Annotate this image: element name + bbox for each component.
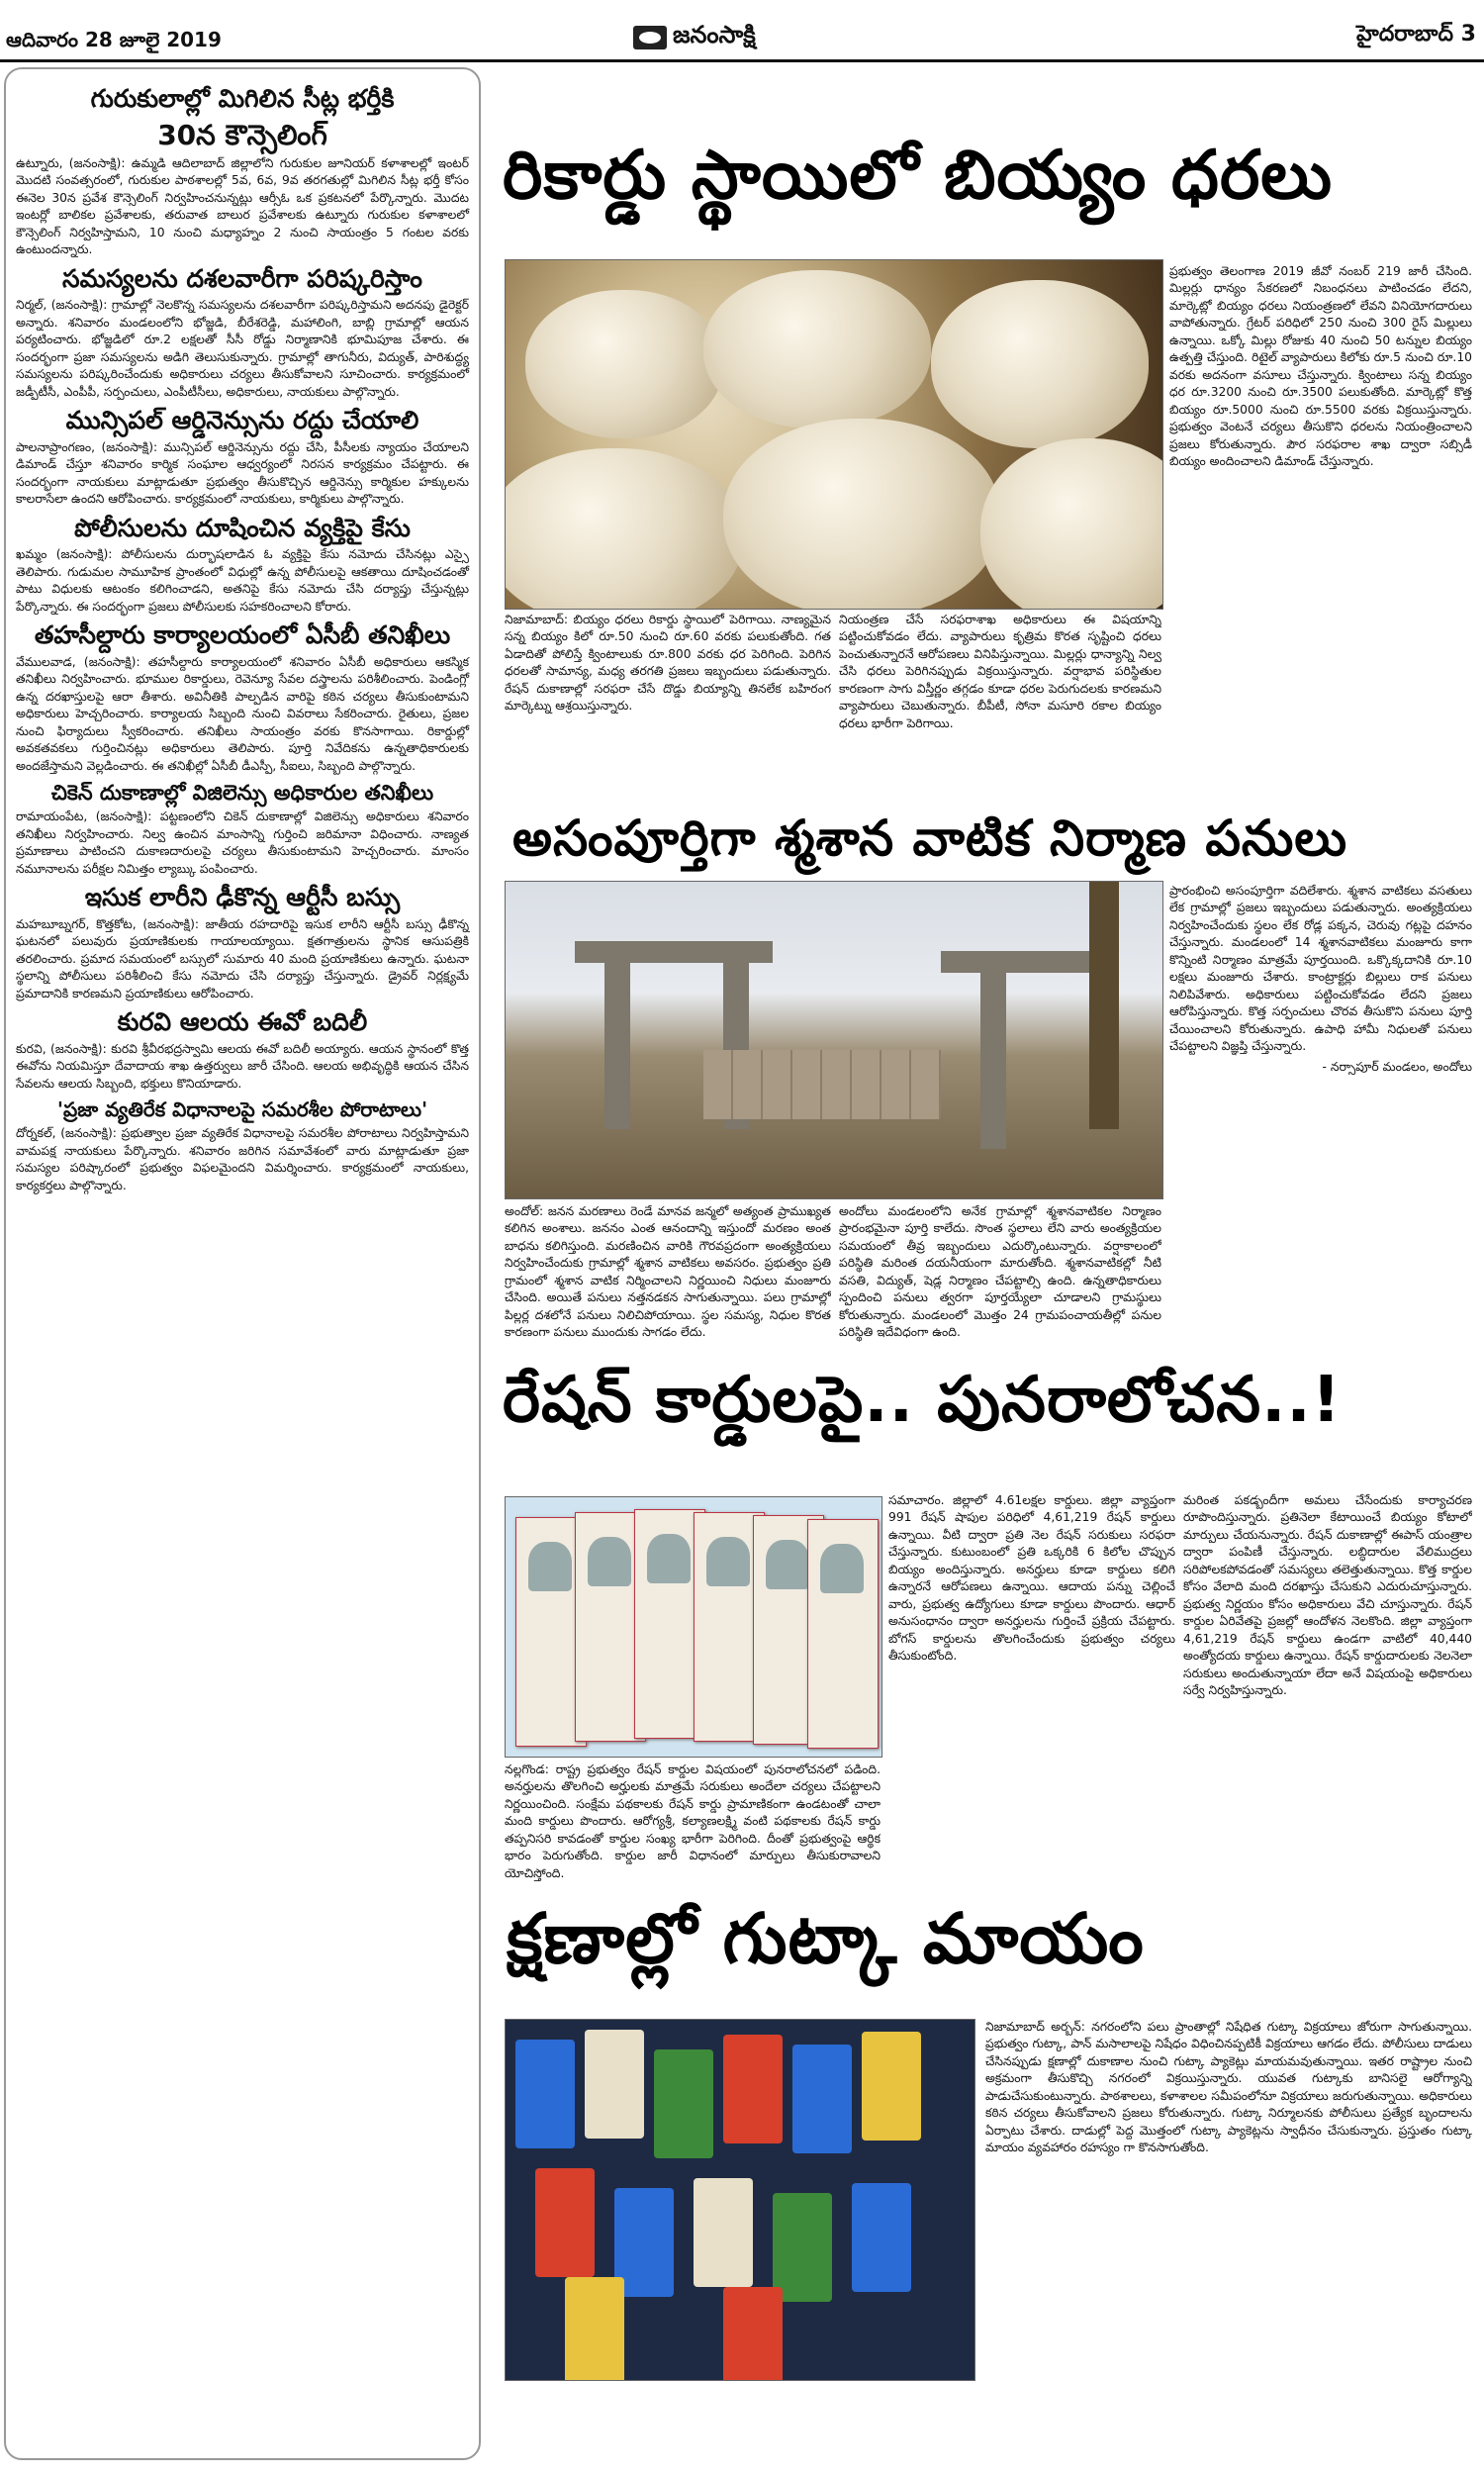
- ration-body-col1: సమాచారం. జిల్లాలో 4.61లక్షల కార్డులు. జిల్లా వ్యాప్తంగా 991 రేషన్ షాపుల పరిధిలో 4,61,219 రేషన్ కార్డులు ఉన్నాయి. వీటి ద్వారా ప్రతి నెల రేషన్ సరుకులు సరఫరా చేస్తున్నారు. కుటుంబంలో ప్రతి ఒక్కరికి 6 కిలోల చొప్పున బియ్యం అందిస్తున్నారు. అనర్హులు కూడా కార్డులు కలిగి ఉన్నారనే ఆరోపణలు ఉన్నాయి. ఆదాయ పన్ను చెల్లించే వారు, ప్రభుత్వ ఉద్యోగులు కూడా కార్డులు పొందారు. ఆధార్ అనుసంధానం ద్వారా అనర్హులను గుర్తించే ప్రక్రియ చేపట్టారు. బోగస్ కార్డులను తొలగించేందుకు ప్రభుత్వం చర్యలు తీసుకుంటోంది.: [888, 1493, 1175, 1664]
- news-title: కురవి ఆలయ ఈవో బదిలీ: [117, 1007, 368, 1037]
- crematorium-body-bottom2: అందోలు మండలంలోని అనేక గ్రామాల్లో శ్మశానవాటికల నిర్మాణం ప్రారంభమైనా పూర్తి కాలేదు. సొంత స్థలాలు లేని వారు అంత్యక్రియల సమయంలో తీవ్ర ఇబ్బందులు ఎదుర్కొంటున్నారు. వర్షాకాలంలో పరిస్థితి మరింత దయనీయంగా మారుతోంది. శ్మశానవాటికల్లో నీటి వసతి, విద్యుత్, షెడ్ల నిర్మాణం చేపట్టాల్సి ఉంది. ఉన్నతాధికారులు స్పందించి పనులు త్వరగా పూర్తయ్యేలా చూడాలని గ్రామస్థులు కోరుతున్నారు. మండలంలో మొత్తం 24 గ్రామపంచాయతీల్లో పనుల పరిస్థితి ఇదేవిధంగా ఉంది.: [839, 1204, 1161, 1340]
- news-title: 'ప్రజా వ్యతిరేక విధానాలపై సమరశీల పోరాటాలు': [56, 1097, 428, 1122]
- news-body: నిర్మల్, (జనంసాక్షి): గ్రామాల్లో నెలకొన్న సమస్యలను దశలవారీగా పరిష్కరిస్తామని అదనపు డైరెక్టర్ అన్నారు. శనివారం మండలంలోని భోజ్జడి, బీరేశరెడ్డి, మహాలింగి, బాబ్లి గ్రామాల్లో ఆయన పర్యటించారు. భోజ్జడిలో రూ.2 లక్షలతో సీసీ రోడ్డు నిర్మాణానికి భూమిపూజ చేశారు. ఈ సందర్భంగా ప్రజా సమస్యలను అడిగి తెలుసుకున్నారు. గ్రామాల్లో తాగునీరు, విద్యుత్, పారిశుద్ధ్య సమస్యలను పరిష్కరించేందుకు అధికారులు చర్యలు తీసుకోవాలని సూచించారు. కార్యక్రమంలో జడ్పీటీసీ, ఎంపీపీ, సర్పంచులు, ఎంపీటీసీలు, అధికారులు, నాయకులు పాల్గొన్నారు.: [16, 298, 469, 399]
- news-body: ఖమ్మం (జనంసాక్షి): పోలీసులను దుర్భాషలాడిన ఓ వ్యక్తిపై కేసు నమోదు చేసినట్లు ఎస్సై తెలిపారు. గుడుమల సామూహిక ప్రాంతంలో విధుల్లో ఉన్న పోలీసులపై ఆకతాయి దూషించడంతో పాటు విధులకు ఆటంకం కలిగించాడని, అతనిపై కేసు నమోదు చేసి దర్యాప్తు చేస్తున్నట్లు పేర్కొన్నారు. ఈ సందర్భంగా ప్రజలు పోలీసులకు సహకరించాలని కోరారు.: [16, 547, 469, 614]
- news-title: పోలీసులను దూషించిన వ్యక్తిపై కేసు: [74, 513, 411, 542]
- city-page-number: హైదరాబాద్ 3: [1356, 22, 1476, 47]
- news-body: పాలనాప్రాంగణం, (జనంసాక్షి): మున్సిపల్ ఆర్డినెన్సును రద్దు చేసి, పీసీలకు న్యాయం చేయాలని డిమాండ్ చేస్తూ శనివారం కార్మిక సంఘాల ఆధ్వర్యంలో నిరసన కార్యక్రమం చేపట్టారు. ఈ సందర్భంగా నాయకులు మాట్లాడుతూ ప్రభుత్వం తీసుకొచ్చిన ఆర్డినెన్సు కార్మికుల హక్కులను కాలరాసేలా ఉందని ఆరోపించారు. కార్యక్రమంలో నాయకులు, కార్మికులు పాల్గొన్నారు.: [16, 439, 469, 507]
- news-credit: - నర్సాపూర్ మండలం, అందోలు: [1322, 1059, 1472, 1074]
- rice-caption: నిజామాబాద్: బియ్యం ధరలు రికార్డు స్థాయిలో పెరిగాయి. నాణ్యమైన సన్న బియ్యం కిలో రూ.50 నుంచి రూ.60 వరకు పలుకుతోంది. గత ఏడాదితో పోలిస్తే క్వింటాలుకు రూ.800 వరకు ధర పెరిగింది. పెరిగిన ధరలతో సామాన్య, మధ్య తరగతి ప్రజలు ఇబ్బందులు పడుతున్నారు. రేషన్ దుకాణాల్లో సరఫరా చేసే దొడ్డు బియ్యాన్ని తినలేక బహిరంగ మార్కెట్ను ఆశ్రయిస్తున్నారు.: [505, 613, 831, 714]
- header-divider: [0, 59, 1484, 62]
- ration-body-bottom: నల్లగొండ: రాష్ట్ర ప్రభుత్వం రేషన్ కార్డుల విషయంలో పునరాలోచనలో పడింది. అనర్హులను తొలగించి అర్హులకు మాత్రమే సరుకులు అందేలా చర్యలు చేపట్టాలని నిర్ణయించింది. సంక్షేమ పథకాలకు రేషన్ కార్డు ప్రామాణికంగా ఉండటంతో చాలా మంది కార్డులు పొందారు. ఆరోగ్యశ్రీ, కల్యాణలక్ష్మి వంటి పథకాలకు రేషన్ కార్డు తప్పనిసరి కావడంతో కార్డుల సంఖ్య భారీగా పెరిగింది. దీంతో ప్రభుత్వంపై ఆర్థిక భారం పెరుగుతోంది. కార్డుల జారీ విధానంలో మార్పులు తీసుకురావాలని యోచిస్తోంది.: [505, 1762, 881, 1880]
- news-title: 30న కౌన్సెలింగ్: [157, 118, 327, 151]
- crematorium-photo: [505, 881, 1163, 1199]
- logo-text: జనంసాక్షి: [673, 21, 756, 48]
- left-news-column: [4, 67, 481, 2460]
- crematorium-headline: అసంపూర్తిగా శ్మశాన వాటిక నిర్మాణ పనులు: [512, 809, 1348, 867]
- ration-headline: రేషన్ కార్డులపై.. పునరాలోచన..!: [503, 1364, 1342, 1437]
- news-body: రామాయంపేట, (జనంసాక్షి): పట్టణంలోని చికెన్ దుకాణాల్లో విజిలెన్సు అధికారులు శనివారం తనిఖీలు నిర్వహించారు. నిల్వ ఉంచిన మాంసాన్ని గుర్తించి జరిమానా విధించారు. నాణ్యత ప్రమాణాలు పాటించని దుకాణదారులపై చర్యలు తీసుకుంటామని హెచ్చరించారు. మాంసం నమూనాలను పరీక్షల నిమిత్తం ల్యాబ్కు పంపించారు.: [16, 809, 469, 876]
- news-body: మహబూబ్నగర్, కొత్తకోట, (జనంసాక్షి): జాతీయ రహదారిపై ఇసుక లారీని ఆర్టీసీ బస్సు ఢీకొన్న ఘటనలో పలువురు ప్రయాణికులకు గాయాలయ్యాయి. క్షతగాత్రులను స్థానిక ఆసుపత్రికి తరలించారు. ప్రమాద సమయంలో బస్సులో సుమారు 40 మంది ప్రయాణికులు ఉన్నారు. ఘటనా స్థలాన్ని పోలీసులు పరిశీలించి కేసు నమోదు చేసి దర్యాప్తు చేస్తున్నారు. డ్రైవర్ నిర్లక్ష్యమే ప్రమాదానికి కారణమని ప్రయాణికులు ఆరోపించారు.: [16, 916, 469, 1000]
- gutka-packets-photo: [505, 2019, 975, 2381]
- news-title: తహసీల్దారు కార్యాలయంలో ఏసీబీ తనిఖీలు: [34, 620, 451, 650]
- news-body: దోర్నకల్, (జనంసాక్షి): ప్రభుత్వాల ప్రజా వ్యతిరేక విధానాలపై సమరశీల పోరాటాలు నిర్వహిస్తామని వామపక్ష నాయకులు పేర్కొన్నారు. శనివారం జరిగిన సమావేశంలో వారు మాట్లాడుతూ ప్రజా సమస్యల పరిష్కారంలో ప్రభుత్వం విఫలమైందని విమర్శించారు. కార్యక్రమంలో నాయకులు, కార్యకర్తలు పాల్గొన్నారు.: [16, 1126, 469, 1192]
- news-title: సమస్యలను దశలవారీగా పరిష్కరిస్తాం: [62, 263, 422, 293]
- news-title: మున్సిపల్ ఆర్డినెన్సును రద్దు చేయాలి: [65, 406, 419, 435]
- news-title: చికెన్ దుకాణాల్లో విజిలెన్సు అధికారుల తనిఖీలు: [50, 781, 434, 806]
- news-body: వేములవాడ, (జనంసాక్షి): తహసీల్దారు కార్యాలయంలో శనివారం ఏసీబీ అధికారులు ఆకస్మిక తనిఖీలు నిర్వహించారు. భూముల రికార్డులు, రెవెన్యూ సేవల దస్త్రాలను పరిశీలించారు. పెండింగ్లో ఉన్న దరఖాస్తులపై ఆరా తీశారు. అవినీతికి పాల్పడిన వారిపై కఠిన చర్యలు తీసుకుంటామని అధికారులు హెచ్చరించారు. కార్యాలయ సిబ్బంది నుంచి వివరాలు సేకరించారు. రైతులు, ప్రజల నుంచి ఫిర్యాదులు స్వీకరించారు. తనిఖీలు సాయంత్రం వరకు కొనసాగాయి. రికార్డుల్లో అవకతవకలు గుర్తించినట్లు అధికారులు తెలిపారు. పూర్తి నివేదికను ఉన్నతాధికారులకు అందజేస్తామని వెల్లడించారు. ఈ తనిఖీల్లో ఏసీబీ డీఎస్పీ, సీఐలు, సిబ్బంది పాల్గొన్నారు.: [16, 655, 469, 773]
- rice-body-right: ప్రభుత్వం తెలంగాణ 2019 జీవో నంబర్ 219 జారీ చేసింది. మిల్లర్లు ధాన్యం సేకరణలో నిబంధనలు పాటించడం లేదని, మార్కెట్లో బియ్యం ధరలు నియంత్రణలో లేవని వినియోగదారులు వాపోతున్నారు. గ్రేటర్ పరిధిలో 250 నుంచి 300 రైస్ మిల్లులు ఉన్నాయి. ఒక్కో మిల్లు రోజుకు 40 నుంచి 50 టన్నుల బియ్యం ఉత్పత్తి చేస్తుంది. రిటైల్ వ్యాపారులు కిలోకు రూ.5 నుంచి రూ.10 వరకు అదనంగా వసూలు చేస్తున్నారు. క్వింటాలు సన్న బియ్యం ధర రూ.3200 నుంచి రూ.3500 పలుకుతోంది. మార్కెట్లో కొత్త బియ్యం రూ.5000 నుంచి రూ.5500 వరకు విక్రయిస్తున్నారు. ప్రభుత్వం వెంటనే చర్యలు తీసుకొని ధరలను నియంత్రించాలని ప్రజలు కోరుతున్నారు. పౌర సరఫరాల శాఖ ద్వారా సబ్సిడీ బియ్యం అందించాలని డిమాండ్ చేస్తున్నారు.: [1169, 264, 1472, 468]
- crematorium-body-right: ప్రారంభించి అసంపూర్తిగా వదిలేశారు. శ్మశాన వాటికలు వసతులు లేక గ్రామాల్లో ప్రజలు ఇబ్బందులు పడుతున్నారు. అంత్యక్రియలు నిర్వహించేందుకు స్థలం లేక రోడ్ల పక్కన, చెరువు గట్లపై దహనం చేస్తున్నారు. మండలంలో 14 శ్మశానవాటికలు మంజూరు కాగా కొన్నింటి నిర్మాణం మాత్రమే పూర్తయింది. ఒక్కొక్కదానికి రూ.10 లక్షలు మంజూరు చేశారు. కాంట్రాక్టర్లు బిల్లులు రాక పనులు నిలిపివేశారు. అధికారులు పట్టించుకోవడం లేదని ప్రజలు ఆరోపిస్తున్నారు. కొత్త సర్పంచులు చొరవ తీసుకొని పనులు పూర్తి చేయించాలని కోరుతున్నారు. ఉపాధి హామీ నిధులతో పనులు చేపట్టాలని విజ్ఞప్తి చేస్తున్నారు. - నర్సాపూర్ మండలం, అందోలు: [1169, 883, 1472, 1348]
- news-body: ఉట్నూరు, (జనంసాక్షి): ఉమ్మడి ఆదిలాబాద్ జిల్లాలోని గురుకుల జూనియర్ కళాశాలల్లో ఇంటర్ మొదటి సంవత్సరంలో, గురుకుల పాఠశాలల్లో 5వ, 6వ, 9వ తరగతుల్లో మిగిలిన సీట్ల భర్తీ కోసం ఈనెల 30న ప్రవేశ కౌన్సెలింగ్ నిర్వహించనున్నట్లు ఆర్సీఓ ఒక ప్రకటనలో పేర్కొన్నారు. మొదట ఇంటర్లో బాలికల ప్రవేశాలకు, తరువాత బాలుర ప్రవేశాలకు ఉట్నూరు గురుకుల కళాశాలలో కౌన్సెలింగ్ నిర్వహిస్తామని, 10 నుంచి మధ్యాహ్నం 2 నుంచి సాయంత్రం 5 గంటల వరకు ఉంటుందన్నారు.: [16, 155, 469, 257]
- crematorium-body-bottom: అందోల్: జనన మరణాలు రెండే మానవ జన్మలో అత్యంత ప్రాముఖ్యత కలిగిన అంశాలు. జననం ఎంత ఆనందాన్ని ఇస్తుందో మరణం అంత బాధను కలిగిస్తుంది. మరణించిన వారికి గౌరవప్రదంగా అంత్యక్రియలు నిర్వహించేందుకు గ్రామాల్లో శ్మశాన వాటికలు అవసరం. ప్రభుత్వం ప్రతి గ్రామంలో శ్మశాన వాటిక నిర్మించాలని నిర్ణయించి నిధులు మంజూరు చేసింది. అయితే పనులు నత్తనడకన సాగుతున్నాయి. పలు గ్రామాల్లో పిల్లర్ల దశలోనే పనులు నిలిచిపోయాయి. స్థల సమస్య, నిధుల కొరత కారణంగా పనులు ముందుకు సాగడం లేదు.: [505, 1204, 831, 1340]
- gutka-headline: క్షణాల్లో గుట్కా మాయం: [507, 1898, 1145, 1979]
- emblem-icon: [633, 26, 667, 49]
- rice-headline: రికార్డు స్థాయిలో బియ్యం ధరలు: [503, 137, 1334, 215]
- news-body: కురవి, (జనంసాక్షి): కురవి శ్రీవీరభద్రస్వామి ఆలయ ఈవో బదిలీ అయ్యారు. ఆయన స్థానంలో కొత్త ఈవోను నియమిస్తూ దేవాదాయ శాఖ ఉత్తర్వులు జారీ చేసింది. ఆలయ అభివృద్ధికి ఆయన చేసిన సేవలను ఆలయ సిబ్బంది, భక్తులు కొనియాడారు.: [16, 1041, 469, 1091]
- ration-body-col2: మరింత పకడ్బందీగా అమలు చేసేందుకు కార్యాచరణ రూపొందిస్తున్నారు. ప్రతినెలా కేటాయించే బియ్యం కోటాలో మార్పులు చేయనున్నారు. రేషన్ దుకాణాల్లో ఈపాస్ యంత్రాల ద్వారా పంపిణీ చేస్తున్నారు. లబ్ధిదారుల వేలిముద్రలు సరిపోలకపోవడంతో సమస్యలు తలెత్తుతున్నాయి. కొత్త కార్డుల కోసం వేలాది మంది దరఖాస్తు చేసుకుని ఎదురుచూస్తున్నారు. ప్రభుత్వ నిర్ణయం కోసం అధికారులు వేచి చూస్తున్నారు. రేషన్ కార్డుల ఏరివేతపై ప్రజల్లో ఆందోళన నెలకొంది. జిల్లా వ్యాప్తంగా 4,61,219 రేషన్ కార్డులు ఉండగా వాటిలో 40,440 అంత్యోదయ కార్డులు ఉన్నాయి. రేషన్ కార్డుదారులకు నెలనెలా సరుకులు అందుతున్నాయా లేదా అనే విషయంపై అధికారులు సర్వే నిర్వహిస్తున్నారు.: [1183, 1493, 1472, 1697]
- issue-date: ఆదివారం 28 జూలై 2019: [6, 28, 222, 51]
- news-title: ఇసుక లారీని ఢీకొన్న ఆర్టీసీ బస్సు: [84, 883, 401, 912]
- rice-sacks-photo: [505, 259, 1163, 610]
- news-title: గురుకులాల్లో మిగిలిన సీట్ల భర్తీకి: [90, 84, 395, 113]
- ration-cards-photo: [505, 1496, 882, 1758]
- rice-body-mid: నియంత్రణ చేసే సరఫరాశాఖ అధికారులు ఈ విషయాన్ని పట్టించుకోవడం లేదు. వ్యాపారులు కృత్రిమ కొరత సృష్టించి ధరలు పెంచుతున్నారనే ఆరోపణలు వినిపిస్తున్నాయి. మిల్లర్లు ధాన్యాన్ని నిల్వ చేసి ధరలు పెరిగినప్పుడు విక్రయిస్తున్నారు. వర్షాభావ పరిస్థితుల కారణంగా సాగు విస్తీర్ణం తగ్గడం కూడా ధరల పెరుగుదలకు కారణమని వ్యాపారులు చెబుతున్నారు. బీపీటీ, సోనా మసూరి రకాల బియ్యం ధరలు భారీగా పెరిగాయి.: [839, 613, 1161, 730]
- gutka-body: నిజామాబాద్ అర్బన్: నగరంలోని పలు ప్రాంతాల్లో నిషేధిత గుట్కా విక్రయాలు జోరుగా సాగుతున్నాయి. ప్రభుత్వం గుట్కా, పాన్ మసాలాలపై నిషేధం విధించినప్పటికీ విక్రయాలు ఆగడం లేదు. పోలీసులు దాడులు చేసినప్పుడు క్షణాల్లో దుకాణాల నుంచి గుట్కా ప్యాకెట్లు మాయమవుతున్నాయి. ఇతర రాష్ట్రాల నుంచి అక్రమంగా తీసుకొచ్చి నగరంలో విక్రయిస్తున్నారు. యువత గుట్కాకు బానిసలై ఆరోగ్యాన్ని పాడుచేసుకుంటున్నారు. పాఠశాలలు, కళాశాలల సమీపంలోనూ విక్రయాలు జరుగుతున్నాయి. అధికారులు కఠిన చర్యలు తీసుకోవాలని ప్రజలు కోరుతున్నారు. గుట్కా నిర్మూలనకు పోలీసులు ప్రత్యేక బృందాలను ఏర్పాటు చేశారు. దాడుల్లో పెద్ద మొత్తంలో గుట్కా ప్యాకెట్లను స్వాధీనం చేసుకున్నారు. ప్రస్తుతం గుట్కా మాయం వ్యవహారం రహస్యం గా కొనసాగుతోంది.: [985, 2020, 1472, 2155]
- masthead-logo: [633, 18, 851, 57]
